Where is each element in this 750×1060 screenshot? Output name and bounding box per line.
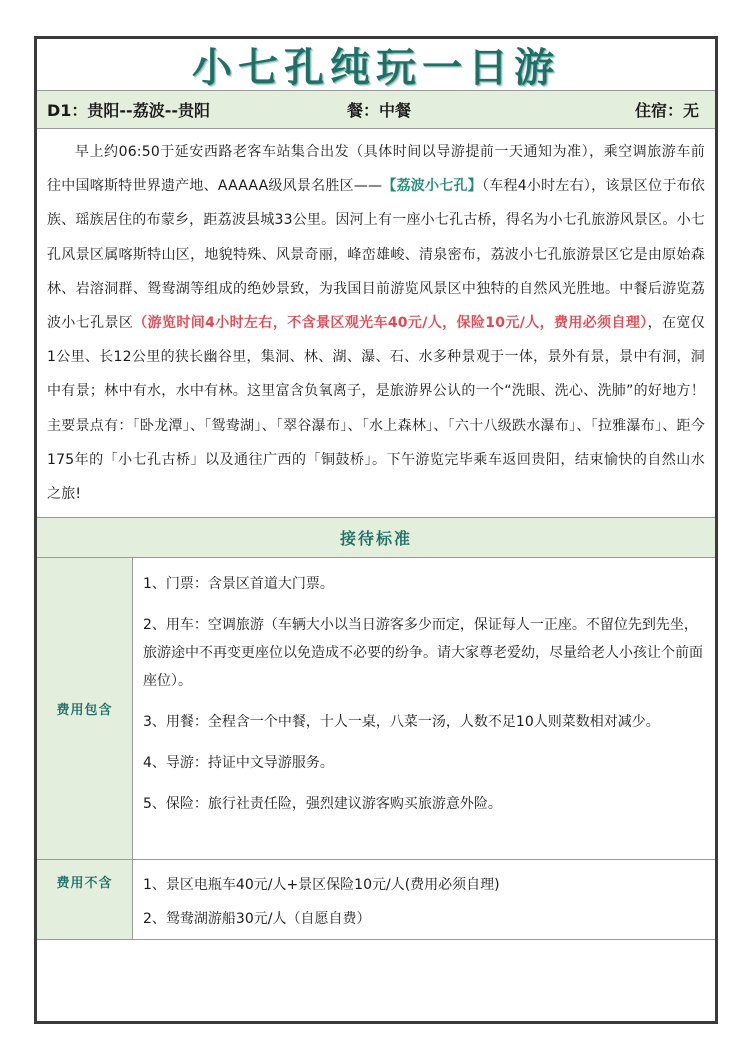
fees-excluded-list — [133, 860, 715, 939]
itinerary-highlight-site: 【荔波小七孔】 — [382, 178, 483, 195]
included-item: 5、保险：旅行社责任险，强烈建议游客购买旅游意外险。 — [143, 796, 502, 812]
excluded-item: 1、景区电瓶车40元/人+景区保险10元/人(费用必须自理) — [143, 877, 500, 893]
fees-excluded-row — [37, 860, 715, 940]
title-row — [37, 39, 715, 91]
day-accommodation: 住宿：无 — [634, 101, 699, 120]
itinerary-highlight-note: （游览时间4小时左右，不含景区观光车40元/人，保险10元/人，费用必须自理） — [133, 315, 648, 332]
fees-excluded-label: 费用不含 — [37, 860, 133, 939]
page-title: 小七孔纯玩一日游 — [192, 45, 560, 91]
day-meal: 餐：中餐 — [347, 101, 412, 120]
fees-included-row — [37, 558, 715, 860]
itinerary-description — [37, 129, 715, 518]
itinerary-text-2: （车程4小时左右），该景区位于布依族、瑶族居住的布蒙乡，距荔波县城33公里。因河上有一座小七孔古桥，得名为小七孔旅游风景区。小七孔风景区属喀斯特山区，地貌特殊、风景奇丽，峰峦雄峻、清泉密布，荔波小七孔旅游景区它是由原始森林、岩溶洞群、鸳鸯湖等组成的绝妙景致，为我国目前游览风景区中独特的自然风光胜地。中餐后游览荔波小七孔景区 — [47, 178, 706, 332]
day-route: D1：贵阳--荔波--贵阳 — [47, 101, 210, 120]
fees-included-list — [133, 558, 715, 859]
itinerary-text-3: ，在宽仅1公里、长12公里的狭长幽谷里，集洞、林、湖、瀑、石、水多种景观于一体，景外有景，景中有洞，洞中有景；林中有水，水中有林。这里富含负氧离子，是旅游界公认的一个“洗眼、洗心、洗肺”的好地方！主要景点有：「卧龙潭」、「鸳鸯湖」、「翠谷瀑布」、「水上森林」、「六十八级跌水瀑布」、「拉雅瀑布」、距今175年的「小七孔古桥」以及通往广西的「铜鼓桥」。下午游览完毕乘车返回贵阳，结束愉快的自然山水之旅! — [47, 315, 705, 503]
included-item: 2、用车：空调旅游（车辆大小以当日游客多少而定，保证每人一正座。不留位先到先坐，旅游途中不再变更座位以免造成不必要的纷争。请大家尊老爱幼，尽量给老人小孩让个前面座位）。 — [143, 617, 703, 689]
standards-header: 接待标准 — [37, 518, 715, 558]
included-item: 3、用餐：全程含一个中餐，十人一桌，八菜一汤，人数不足10人则菜数相对减少。 — [143, 714, 660, 730]
blank-row — [37, 940, 715, 980]
itinerary-text-1: 早上约06:50于延安西路老客车站集合出发（具体时间以导游提前一天通知为准），乘空调旅游车前往中国喀斯特世界遗产地、AAAAA级风景名胜区—— — [47, 144, 705, 195]
day-info-row — [37, 91, 715, 129]
included-item: 1、门票：含景区首道大门票。 — [143, 576, 334, 592]
excluded-item: 2、鸳鸯湖游船30元/人（自愿自费） — [143, 911, 371, 927]
fees-included-label: 费用包含 — [37, 558, 133, 859]
included-item: 4、导游：持证中文导游服务。 — [143, 755, 334, 771]
itinerary-table — [34, 36, 718, 1024]
